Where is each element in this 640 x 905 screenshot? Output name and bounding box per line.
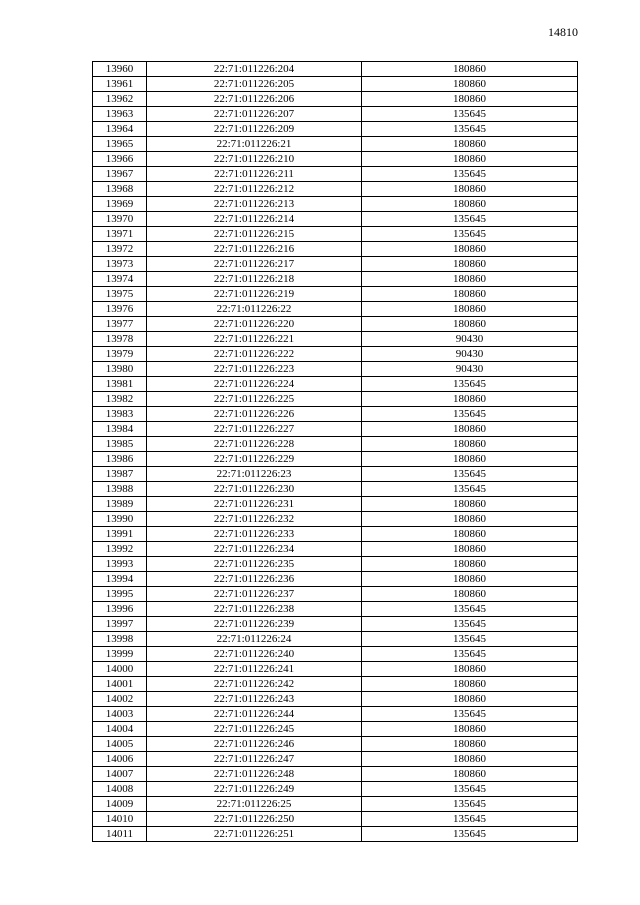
- cadastral-number-cell: 22:71:011226:210: [147, 152, 362, 167]
- value-cell: 135645: [362, 107, 578, 122]
- value-cell: 135645: [362, 212, 578, 227]
- cadastral-number-cell: 22:71:011226:23: [147, 467, 362, 482]
- row-number-cell: 13992: [93, 542, 147, 557]
- row-number-cell: 13997: [93, 617, 147, 632]
- row-number-cell: 13991: [93, 527, 147, 542]
- table-row: [93, 137, 578, 152]
- cadastral-number-cell: 22:71:011226:236: [147, 572, 362, 587]
- table-row: [93, 587, 578, 602]
- value-cell: 180860: [362, 152, 578, 167]
- row-number-cell: 14010: [93, 812, 147, 827]
- value-cell: 180860: [362, 272, 578, 287]
- cadastral-number-cell: 22:71:011226:214: [147, 212, 362, 227]
- cadastral-number-cell: 22:71:011226:24: [147, 632, 362, 647]
- table-row: [93, 377, 578, 392]
- table-row: [93, 152, 578, 167]
- table-row: [93, 617, 578, 632]
- row-number-cell: 13998: [93, 632, 147, 647]
- cadastral-number-cell: 22:71:011226:21: [147, 137, 362, 152]
- row-number-cell: 14001: [93, 677, 147, 692]
- value-cell: 180860: [362, 257, 578, 272]
- cadastral-number-cell: 22:71:011226:213: [147, 197, 362, 212]
- value-cell: 180860: [362, 557, 578, 572]
- data-table: [92, 61, 578, 842]
- row-number-cell: 13971: [93, 227, 147, 242]
- table-row: [93, 257, 578, 272]
- row-number-cell: 14009: [93, 797, 147, 812]
- table-row: [93, 287, 578, 302]
- table-row: [93, 347, 578, 362]
- table-row: [93, 227, 578, 242]
- row-number-cell: 13960: [93, 62, 147, 77]
- row-number-cell: 13994: [93, 572, 147, 587]
- row-number-cell: 14008: [93, 782, 147, 797]
- row-number-cell: 13979: [93, 347, 147, 362]
- value-cell: 180860: [362, 92, 578, 107]
- row-number-cell: 13982: [93, 392, 147, 407]
- value-cell: 180860: [362, 497, 578, 512]
- cadastral-number-cell: 22:71:011226:22: [147, 302, 362, 317]
- row-number-cell: 13980: [93, 362, 147, 377]
- table-row: [93, 797, 578, 812]
- row-number-cell: 13989: [93, 497, 147, 512]
- cadastral-number-cell: 22:71:011226:237: [147, 587, 362, 602]
- row-number-cell: 13970: [93, 212, 147, 227]
- row-number-cell: 13984: [93, 422, 147, 437]
- value-cell: 135645: [362, 797, 578, 812]
- value-cell: 180860: [362, 392, 578, 407]
- row-number-cell: 13983: [93, 407, 147, 422]
- value-cell: 180860: [362, 62, 578, 77]
- cadastral-number-cell: 22:71:011226:228: [147, 437, 362, 452]
- table-row: [93, 62, 578, 77]
- cadastral-number-cell: 22:71:011226:217: [147, 257, 362, 272]
- cadastral-number-cell: 22:71:011226:240: [147, 647, 362, 662]
- cadastral-number-cell: 22:71:011226:238: [147, 602, 362, 617]
- table-row: [93, 737, 578, 752]
- cadastral-number-cell: 22:71:011226:241: [147, 662, 362, 677]
- row-number-cell: 14004: [93, 722, 147, 737]
- row-number-cell: 14011: [93, 827, 147, 842]
- value-cell: 180860: [362, 197, 578, 212]
- value-cell: 180860: [362, 317, 578, 332]
- table-row: [93, 812, 578, 827]
- value-cell: 180860: [362, 242, 578, 257]
- table-row: [93, 602, 578, 617]
- row-number-cell: 13967: [93, 167, 147, 182]
- table-row: [93, 437, 578, 452]
- value-cell: 135645: [362, 467, 578, 482]
- table-row: [93, 557, 578, 572]
- cadastral-number-cell: 22:71:011226:226: [147, 407, 362, 422]
- table-body: [93, 62, 578, 842]
- row-number-cell: 13962: [93, 92, 147, 107]
- value-cell: 135645: [362, 617, 578, 632]
- value-cell: 180860: [362, 692, 578, 707]
- table-row: [93, 782, 578, 797]
- table-row: [93, 542, 578, 557]
- cadastral-number-cell: 22:71:011226:205: [147, 77, 362, 92]
- row-number-cell: 14007: [93, 767, 147, 782]
- table-row: [93, 497, 578, 512]
- cadastral-number-cell: 22:71:011226:206: [147, 92, 362, 107]
- row-number-cell: 13988: [93, 482, 147, 497]
- value-cell: 180860: [362, 677, 578, 692]
- table-row: [93, 692, 578, 707]
- cadastral-number-cell: 22:71:011226:231: [147, 497, 362, 512]
- value-cell: 180860: [362, 527, 578, 542]
- value-cell: 135645: [362, 377, 578, 392]
- row-number-cell: 13961: [93, 77, 147, 92]
- cadastral-number-cell: 22:71:011226:215: [147, 227, 362, 242]
- table-row: [93, 242, 578, 257]
- value-cell: 180860: [362, 737, 578, 752]
- table-row: [93, 482, 578, 497]
- row-number-cell: 13976: [93, 302, 147, 317]
- table-row: [93, 452, 578, 467]
- value-cell: 135645: [362, 647, 578, 662]
- value-cell: 180860: [362, 662, 578, 677]
- value-cell: 90430: [362, 332, 578, 347]
- table-row: [93, 92, 578, 107]
- cadastral-number-cell: 22:71:011226:246: [147, 737, 362, 752]
- table-row: [93, 122, 578, 137]
- table-row: [93, 77, 578, 92]
- value-cell: 180860: [362, 287, 578, 302]
- row-number-cell: 14000: [93, 662, 147, 677]
- cadastral-number-cell: 22:71:011226:245: [147, 722, 362, 737]
- row-number-cell: 13977: [93, 317, 147, 332]
- row-number-cell: 13978: [93, 332, 147, 347]
- row-number-cell: 14006: [93, 752, 147, 767]
- cadastral-number-cell: 22:71:011226:239: [147, 617, 362, 632]
- table-row: [93, 707, 578, 722]
- table-row: [93, 107, 578, 122]
- value-cell: 180860: [362, 722, 578, 737]
- value-cell: 180860: [362, 182, 578, 197]
- value-cell: 135645: [362, 227, 578, 242]
- cadastral-number-cell: 22:71:011226:209: [147, 122, 362, 137]
- table-row: [93, 182, 578, 197]
- value-cell: 135645: [362, 827, 578, 842]
- table-row: [93, 362, 578, 377]
- row-number-cell: 13968: [93, 182, 147, 197]
- value-cell: 135645: [362, 632, 578, 647]
- cadastral-number-cell: 22:71:011226:207: [147, 107, 362, 122]
- row-number-cell: 13964: [93, 122, 147, 137]
- row-number-cell: 13975: [93, 287, 147, 302]
- cadastral-number-cell: 22:71:011226:235: [147, 557, 362, 572]
- row-number-cell: 13985: [93, 437, 147, 452]
- table-row: [93, 662, 578, 677]
- value-cell: 135645: [362, 602, 578, 617]
- value-cell: 180860: [362, 437, 578, 452]
- table-row: [93, 677, 578, 692]
- value-cell: 180860: [362, 452, 578, 467]
- table-row: [93, 302, 578, 317]
- cadastral-number-cell: 22:71:011226:221: [147, 332, 362, 347]
- row-number-cell: 13990: [93, 512, 147, 527]
- value-cell: 135645: [362, 482, 578, 497]
- value-cell: 180860: [362, 542, 578, 557]
- row-number-cell: 14005: [93, 737, 147, 752]
- value-cell: 180860: [362, 572, 578, 587]
- table-row: [93, 422, 578, 437]
- cadastral-number-cell: 22:71:011226:225: [147, 392, 362, 407]
- value-cell: 135645: [362, 167, 578, 182]
- table-row: [93, 647, 578, 662]
- value-cell: 180860: [362, 512, 578, 527]
- table-row: [93, 827, 578, 842]
- value-cell: 135645: [362, 707, 578, 722]
- table-row: [93, 467, 578, 482]
- cadastral-number-cell: 22:71:011226:211: [147, 167, 362, 182]
- cadastral-number-cell: 22:71:011226:234: [147, 542, 362, 557]
- value-cell: 180860: [362, 422, 578, 437]
- table-row: [93, 212, 578, 227]
- value-cell: 180860: [362, 767, 578, 782]
- table-row: [93, 407, 578, 422]
- row-number-cell: 13965: [93, 137, 147, 152]
- table-row: [93, 767, 578, 782]
- cadastral-number-cell: 22:71:011226:212: [147, 182, 362, 197]
- row-number-cell: 14002: [93, 692, 147, 707]
- table-row: [93, 527, 578, 542]
- value-cell: 180860: [362, 752, 578, 767]
- cadastral-number-cell: 22:71:011226:244: [147, 707, 362, 722]
- table-row: [93, 272, 578, 287]
- value-cell: 180860: [362, 77, 578, 92]
- row-number-cell: 13999: [93, 647, 147, 662]
- cadastral-number-cell: 22:71:011226:219: [147, 287, 362, 302]
- table-row: [93, 512, 578, 527]
- cadastral-number-cell: 22:71:011226:247: [147, 752, 362, 767]
- cadastral-number-cell: 22:71:011226:251: [147, 827, 362, 842]
- cadastral-number-cell: 22:71:011226:229: [147, 452, 362, 467]
- cadastral-number-cell: 22:71:011226:230: [147, 482, 362, 497]
- row-number-cell: 13974: [93, 272, 147, 287]
- value-cell: 180860: [362, 587, 578, 602]
- row-number-cell: 13966: [93, 152, 147, 167]
- row-number-cell: 13996: [93, 602, 147, 617]
- value-cell: 90430: [362, 362, 578, 377]
- row-number-cell: 13995: [93, 587, 147, 602]
- cadastral-number-cell: 22:71:011226:243: [147, 692, 362, 707]
- value-cell: 135645: [362, 782, 578, 797]
- row-number-cell: 13972: [93, 242, 147, 257]
- cadastral-number-cell: 22:71:011226:250: [147, 812, 362, 827]
- table-row: [93, 167, 578, 182]
- row-number-cell: 14003: [93, 707, 147, 722]
- table-row: [93, 632, 578, 647]
- cadastral-number-cell: 22:71:011226:232: [147, 512, 362, 527]
- cadastral-number-cell: 22:71:011226:249: [147, 782, 362, 797]
- table-row: [93, 332, 578, 347]
- cadastral-number-cell: 22:71:011226:242: [147, 677, 362, 692]
- row-number-cell: 13981: [93, 377, 147, 392]
- cadastral-number-cell: 22:71:011226:25: [147, 797, 362, 812]
- cadastral-number-cell: 22:71:011226:218: [147, 272, 362, 287]
- cadastral-number-cell: 22:71:011226:204: [147, 62, 362, 77]
- value-cell: 135645: [362, 812, 578, 827]
- row-number-cell: 13986: [93, 452, 147, 467]
- value-cell: 135645: [362, 122, 578, 137]
- cadastral-number-cell: 22:71:011226:224: [147, 377, 362, 392]
- cadastral-number-cell: 22:71:011226:222: [147, 347, 362, 362]
- table-row: [93, 392, 578, 407]
- cadastral-number-cell: 22:71:011226:220: [147, 317, 362, 332]
- table-row: [93, 317, 578, 332]
- cadastral-number-cell: 22:71:011226:248: [147, 767, 362, 782]
- table-row: [93, 752, 578, 767]
- cadastral-number-cell: 22:71:011226:227: [147, 422, 362, 437]
- value-cell: 180860: [362, 137, 578, 152]
- value-cell: 90430: [362, 347, 578, 362]
- row-number-cell: 13963: [93, 107, 147, 122]
- row-number-cell: 13987: [93, 467, 147, 482]
- page-number: 14810: [548, 25, 578, 39]
- cadastral-number-cell: 22:71:011226:216: [147, 242, 362, 257]
- table-row: [93, 197, 578, 212]
- row-number-cell: 13993: [93, 557, 147, 572]
- cadastral-number-cell: 22:71:011226:233: [147, 527, 362, 542]
- row-number-cell: 13973: [93, 257, 147, 272]
- value-cell: 135645: [362, 407, 578, 422]
- table-row: [93, 572, 578, 587]
- cadastral-number-cell: 22:71:011226:223: [147, 362, 362, 377]
- row-number-cell: 13969: [93, 197, 147, 212]
- table-row: [93, 722, 578, 737]
- value-cell: 180860: [362, 302, 578, 317]
